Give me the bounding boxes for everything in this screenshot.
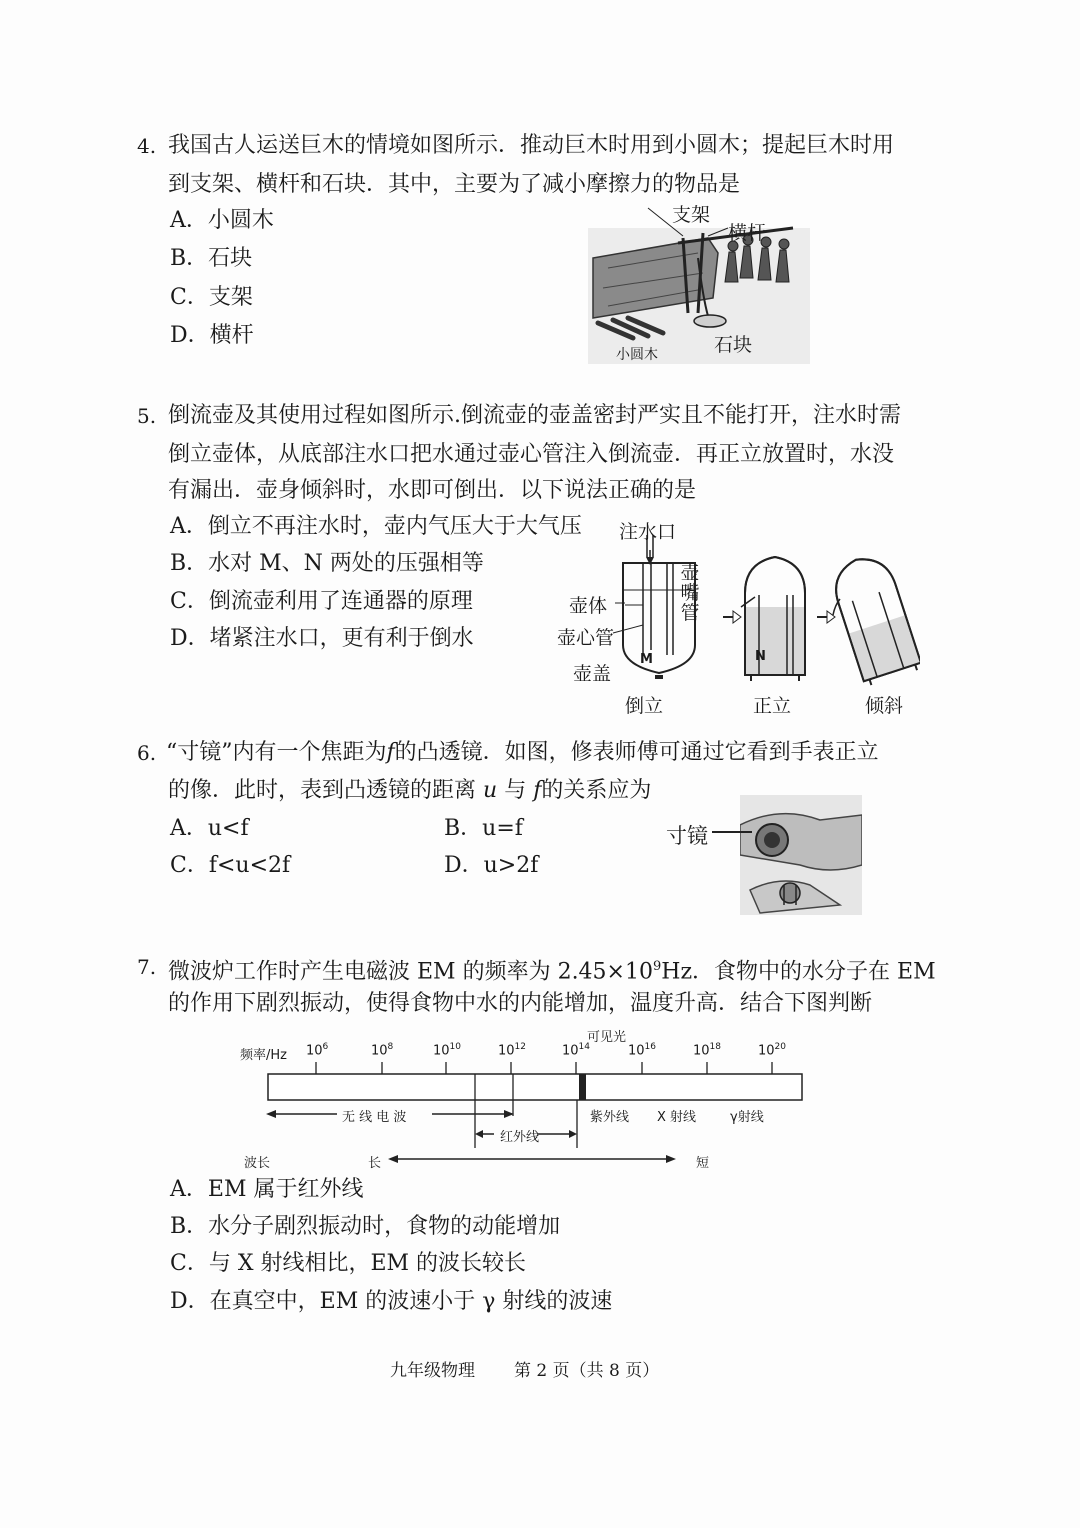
- q7-label-visible-light: 可见光: [587, 1030, 627, 1045]
- q7-option-b: B．水分子剧烈振动时，食物的动能增加: [170, 1214, 561, 1239]
- q4-option-b: B．石块: [170, 246, 253, 271]
- q7-label-xray: X 射线: [657, 1110, 697, 1125]
- q4-label-logs: 小圆木: [616, 347, 658, 363]
- footer-subject: 九年级物理: [390, 1361, 475, 1381]
- q7-tick-1e18: $10^{18}$: [693, 1042, 721, 1059]
- q6-number: 6.: [137, 741, 157, 765]
- q4-number: 4.: [137, 134, 157, 158]
- q7-number: 7.: [137, 955, 157, 979]
- q5-figure-teapot: [555, 515, 920, 715]
- q4-label-bracket: 支架: [672, 204, 711, 226]
- q6-option-a: A．u<f: [170, 816, 249, 841]
- q7-stem-line2: 的作用下剧烈振动，使得食物中水的内能增加，温度升高．结合下图判断: [168, 991, 873, 1016]
- q7-tick-1e10: $10^{10}$: [433, 1042, 461, 1059]
- q7-tick-1e16: $10^{16}$: [628, 1042, 656, 1059]
- q6-option-c: C．f<u<2f: [170, 853, 291, 878]
- q6-stem-line1: “寸镜”内有一个焦距为f的凸透镜．如图，修表师傅可通过它看到手表正立: [166, 740, 879, 765]
- q6-stem-line2: 的像．此时，表到凸透镜的距离 u 与 f的关系应为: [168, 778, 652, 803]
- q7-label-gamma: γ射线: [730, 1110, 764, 1125]
- q5-stem-line1: 倒流壶及其使用过程如图所示.倒流壶的壶盖密封严实且不能打开，注水时需: [168, 403, 901, 428]
- q6-figure-watchmaker: [740, 795, 862, 915]
- q7-stem-line1: 微波炉工作时产生电磁波 EM 的频率为 $2.45\times 10^9Hz$．食物中的水分子在 EM: [168, 959, 936, 985]
- q5-label-inlet: 注水口: [619, 521, 677, 543]
- q7-label-short: 短: [696, 1156, 710, 1171]
- q5-number: 5.: [137, 404, 157, 428]
- q5-label-m: M: [640, 652, 653, 667]
- q5-label-spout: 壶嘴管: [680, 562, 700, 624]
- q5-stem-line2: 倒立壶体，从底部注水口把水通过壶心管注入倒流壶．再正立放置时，水没: [168, 442, 895, 467]
- q5-stem-line3: 有漏出．壶身倾斜时，水即可倒出．以下说法正确的是: [168, 478, 697, 503]
- q5-label-core-tube: 壶心管: [557, 627, 615, 649]
- q4-option-d: D．横杆: [170, 323, 254, 348]
- q5-option-c: C．倒流壶利用了连通器的原理: [170, 589, 473, 614]
- q7-label-uv: 紫外线: [590, 1110, 630, 1125]
- q7-tick-1e6: $10^6$: [306, 1042, 329, 1059]
- q5-caption-tilted: 倾斜: [865, 695, 904, 717]
- footer-page-number: 第 2 页（共 8 页）: [514, 1361, 660, 1381]
- q7-label-infrared: 红外线: [500, 1130, 540, 1145]
- q6-label-pointer: [712, 828, 752, 836]
- q7-tick-1e8: $10^8$: [371, 1042, 394, 1059]
- q7-option-d: D．在真空中，EM 的波速小于 γ 射线的波速: [170, 1289, 613, 1314]
- q5-label-n: N: [755, 649, 766, 664]
- q4-stem-line1: 我国古人运送巨木的情境如图所示．推动巨木时用到小圆木；提起巨木时用: [168, 133, 895, 158]
- q7-option-c: C．与 X 射线相比，EM 的波长较长: [170, 1251, 527, 1276]
- q5-caption-upright: 正立: [753, 695, 792, 717]
- q4-figure-log-transport: [588, 198, 810, 364]
- q6-label-loupe: 寸镜: [666, 824, 708, 848]
- q7-option-a: A．EM 属于红外线: [170, 1177, 364, 1202]
- q4-option-a: A．小圆木: [170, 208, 274, 233]
- q5-option-a: A．倒立不再注水时，壶内气压大于大气压: [170, 514, 582, 539]
- q6-option-b: B．u=f: [444, 816, 523, 841]
- q6-option-d: D．u>2f: [444, 853, 539, 878]
- q5-option-b: B．水对 M、N 两处的压强相等: [170, 551, 484, 576]
- q5-option-d: D．堵紧注水口，更有利于倒水: [170, 626, 474, 651]
- q4-label-lever: 横杆: [728, 222, 767, 244]
- q7-label-frequency: 频率/Hz: [240, 1048, 287, 1063]
- q7-label-radio: 无 线 电 波: [342, 1110, 407, 1125]
- q7-figure-em-spectrum: [232, 1026, 812, 1176]
- q7-tick-1e12: $10^{12}$: [498, 1042, 526, 1059]
- q7-tick-1e20: $10^{20}$: [758, 1042, 786, 1059]
- q5-caption-inverted: 倒立: [625, 695, 664, 717]
- q5-label-lid: 壶盖: [573, 663, 612, 685]
- q5-label-body: 壶体: [569, 595, 608, 617]
- q4-label-stone: 石块: [714, 334, 753, 356]
- q4-option-c: C．支架: [170, 285, 253, 310]
- q7-label-wavelength: 波长: [244, 1156, 271, 1171]
- q7-label-long: 长: [368, 1156, 382, 1171]
- q4-stem-line2: 到支架、横杆和石块．其中，主要为了减小摩擦力的物品是: [168, 172, 741, 197]
- q7-tick-1e14: $10^{14}$: [562, 1042, 590, 1059]
